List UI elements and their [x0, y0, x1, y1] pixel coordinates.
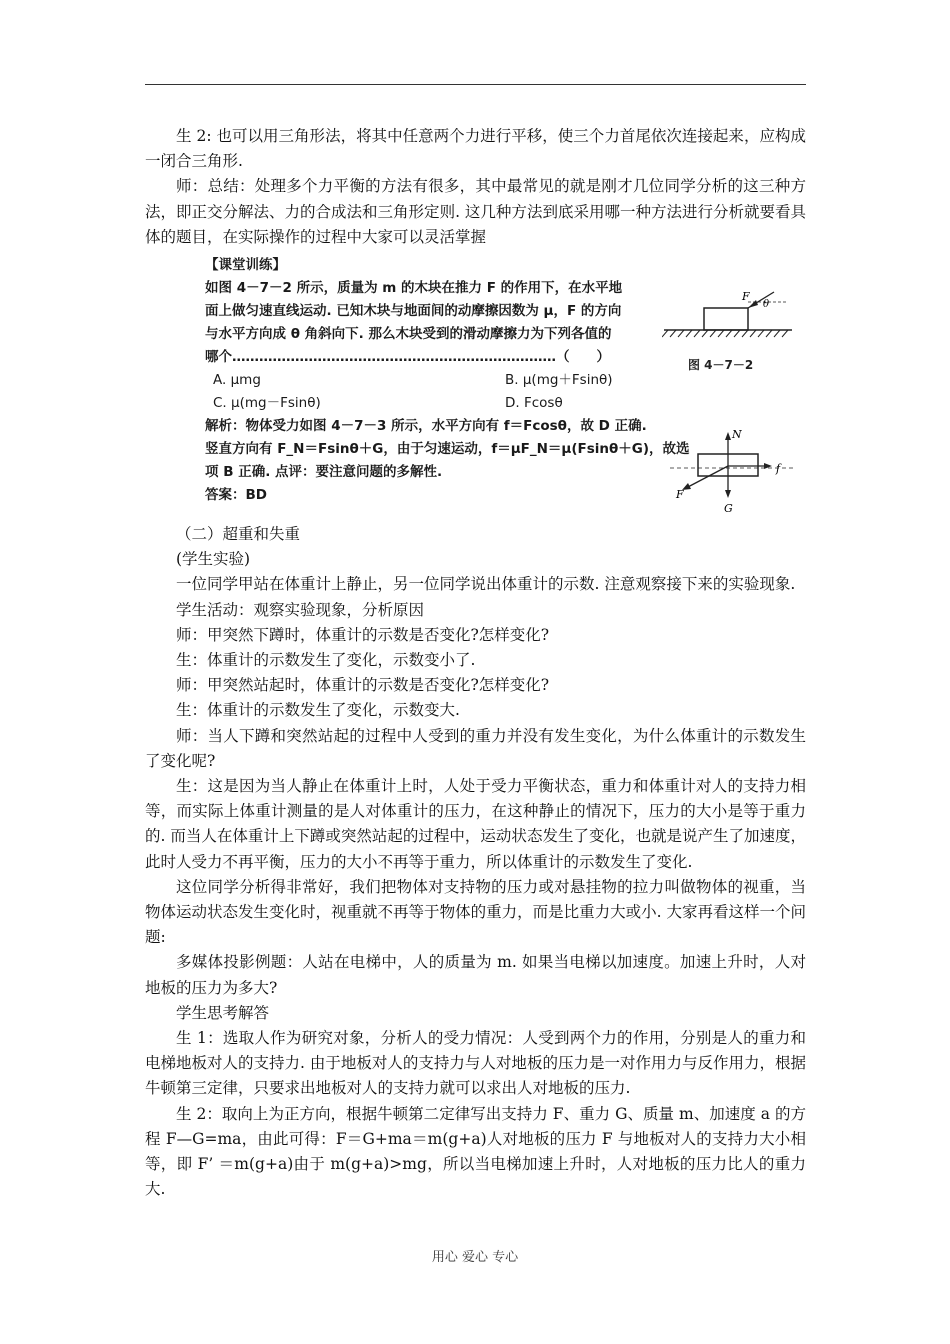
paragraph: 师：当人下蹲和突然站起的过程中人受到的重力并没有发生变化，为什么体重计的示数发生了变化呢?: [145, 726, 806, 770]
paragraph: 学生活动：观察实验现象，分析原因: [176, 600, 425, 619]
answer: 答案：BD: [205, 487, 267, 503]
option-d: D. Fcosθ: [505, 395, 563, 411]
paragraph: 生：体重计的示数发生了变化，示数变大.: [176, 701, 460, 720]
paragraph: 生：这是因为当人静止在体重计上时，人处于受力平衡状态，重力和体重计对人的支持力相等，而实际上体重计测量的是人对体重计的压力，在这种静止的情况下，压力的大小是等于重力的. 而当人在体重计上下蹲或突然站起的过程中，运动状态发生了变化，也就是说产生了加速度，此时人受力不再平衡，压力的大小不再等于重力，所以体重计的示数发生了变化.: [145, 777, 806, 871]
question-line: 哪个………………………………………………………………（ ）: [205, 349, 610, 365]
option-a: A. μmg: [213, 372, 261, 388]
paragraph: 师：总结：处理多个力平衡的方法有很多，其中最常见的就是刚才几位同学分析的这三种方法，即正交分解法、力的合成法和三角形定则. 这几种方法到底采用哪一种方法进行分析就要看具体的题目，在实际操作的过程中大家可以灵活掌握: [145, 177, 806, 246]
page-footer: 用心 爱心 专心: [431, 1250, 519, 1265]
question-line: 与水平方向成 θ 角斜向下. 那么木块受到的滑动摩擦力为下列各值的: [205, 326, 612, 342]
text-block-top: [145, 124, 806, 250]
paragraph: 多媒体投影例题：人站在电梯中，人的质量为 m. 如果当电梯以加速度。加速上升时，人对地板的压力为多大?: [145, 953, 806, 997]
question-line: 面上做匀速直线运动. 已知木块与地面间的动摩擦因数为 μ，F 的方向: [205, 303, 622, 319]
paragraph: 生 2: 也可以用三角形法，将其中任意两个力进行平移，使三个力首尾依次连接起来，应构成一闭合三角形.: [145, 127, 806, 171]
paragraph: 学生思考解答: [176, 1003, 270, 1022]
option-c: C. μ(mg－Fsinθ): [213, 395, 321, 411]
exercise-heading: 【课堂训练】: [205, 257, 286, 273]
options: [205, 369, 650, 415]
paragraph: 生：体重计的示数发生了变化，示数变小了.: [176, 651, 476, 670]
paragraph: 一位同学甲站在体重计上静止，另一位同学说出体重计的示数. 注意观察接下来的实验现象.: [176, 575, 796, 594]
paragraph: （二）超重和失重: [176, 525, 301, 543]
paragraph: 师：甲突然站起时，体重计的示数是否变化?怎样变化?: [176, 676, 550, 695]
header-rule: [145, 84, 806, 85]
question-line: 如图 4－7－2 所示，质量为 m 的木块在推力 F 的作用下，在水平地: [205, 280, 623, 296]
force-diagram-figure: [668, 426, 798, 516]
text-block-main: [145, 522, 806, 1202]
friction-label: f: [776, 462, 781, 475]
paragraph: 生 2：取向上为正方向，根据牛顿第二定律写出支持力 F、重力 G、质量 m、加速度 a 的方程 F—G=ma，由此可得：F＝G+ma＝m(g+a)人对地板的压力 F 与地板对人的支持力大小相等，即 F’ ＝m(g+a)由于 m(g+a)>mg，所以当电梯加速上升时，人对地板的压力比人的重力大.: [145, 1104, 806, 1199]
normal-force-label: N: [732, 428, 742, 441]
paragraph: 生 1：选取人作为研究对象，分析人的受力情况：人受到两个力的作用，分别是人的重力和电梯地板对人的支持力. 由于地板对人的支持力与人对地板的压力是一对作用力与反作用力，根据牛顿第三定律，只要求出地板对人的支持力就可以求出人对地板的压力.: [145, 1029, 806, 1098]
gravity-label: G: [724, 502, 733, 515]
paragraph: 师：甲突然下蹲时，体重计的示数是否变化?怎样变化?: [176, 625, 550, 644]
option-b: B. μ(mg＋Fsinθ): [505, 372, 613, 388]
analysis-line: 解析：物体受力如图 4－7－3 所示，水平方向有 f＝Fcosθ，故 D 正确.: [205, 418, 647, 434]
force-label: F: [742, 290, 750, 303]
analysis-line: 竖直方向有 F_N＝Fsinθ＋G，由于匀速运动，f＝μF_N＝μ(Fsinθ＋G)，故选: [205, 441, 690, 457]
angle-label: θ: [763, 299, 770, 310]
analysis-line: 项 B 正确. 点评：要注意问题的多解性.: [205, 464, 443, 480]
figure-caption: 图 4－7－2: [688, 358, 754, 372]
classroom-exercise: [205, 254, 690, 507]
paragraph: (学生实验): [176, 550, 251, 569]
push-force-label: F: [676, 488, 684, 501]
paragraph: 这位同学分析得非常好，我们把物体对支持物的压力或对悬挂物的拉力叫做物体的视重，当物体运动状态发生变化时，视重就不再等于物体的重力，而是比重力大或小. 大家再看这样一个问题:: [145, 877, 806, 947]
